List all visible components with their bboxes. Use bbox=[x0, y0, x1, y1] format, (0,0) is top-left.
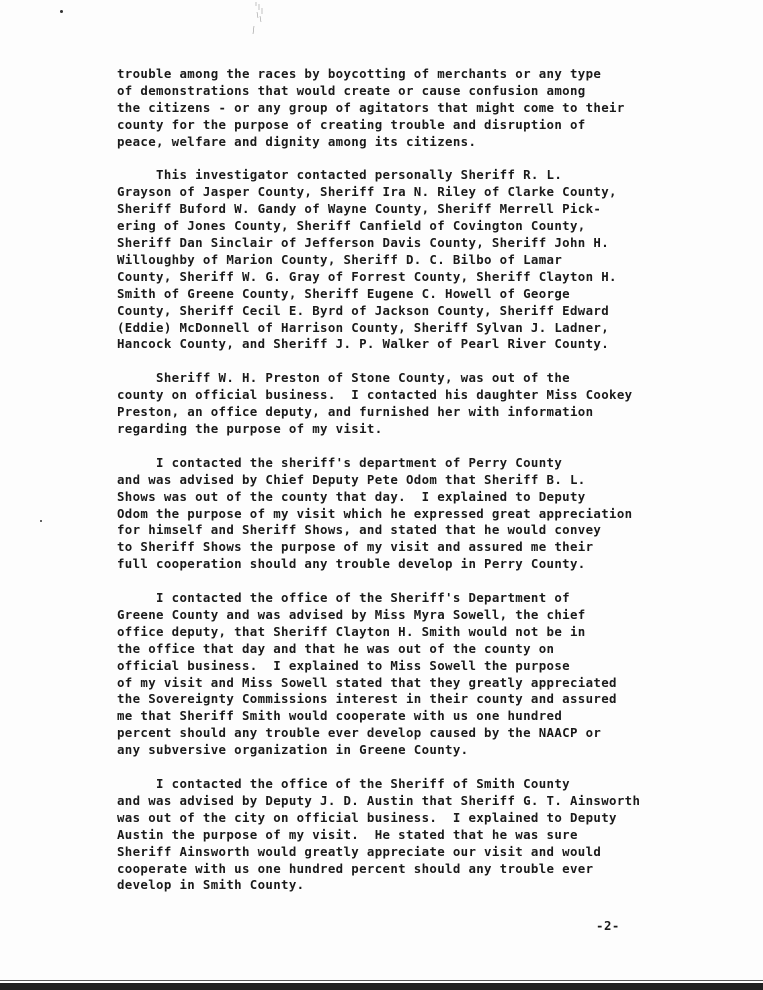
text-line: develop in Smith County. bbox=[117, 877, 305, 893]
text-line: of my visit and Miss Sowell stated that they greatly appreciated bbox=[117, 674, 617, 690]
text-line: the citizens - or any group of agitators that might come to their bbox=[117, 99, 625, 115]
text-line: the Sovereignty Commissions interest in their county and assured bbox=[117, 691, 617, 707]
text-line: office deputy, that Sheriff Clayton H. Smith would not be in bbox=[117, 623, 586, 639]
scan-speck bbox=[40, 520, 42, 522]
text-line: Odom the purpose of my visit which he expressed great appreciation bbox=[117, 505, 633, 521]
text-line: Sheriff W. H. Preston of Stone County, was out of the bbox=[117, 370, 570, 386]
text-line: This investigator contacted personally Sheriff R. L. bbox=[117, 167, 563, 183]
text-line: Preston, an office deputy, and furnished her with information bbox=[117, 404, 594, 420]
text-line: county for the purpose of creating trouble and disruption of bbox=[117, 116, 586, 132]
paragraph-p2 bbox=[117, 167, 729, 353]
text-line: Sheriff Dan Sinclair of Jefferson Davis County, Sheriff John H. bbox=[117, 235, 610, 251]
text-line: Sheriff Buford W. Gandy of Wayne County, Sheriff Merrell Pick- bbox=[117, 201, 602, 217]
text-line: county on official business. I contacted his daughter Miss Cookey bbox=[117, 387, 633, 403]
text-line: the office that day and that he was out of the county on bbox=[117, 640, 555, 656]
text-line: official business. I explained to Miss Sowell the purpose bbox=[117, 657, 570, 673]
text-line: I contacted the office of the Sheriff's Department of bbox=[117, 590, 570, 606]
paragraph-p6 bbox=[117, 776, 729, 894]
text-line: Shows was out of the county that day. I explained to Deputy bbox=[117, 488, 586, 504]
text-line: any subversive organization in Greene County. bbox=[117, 742, 469, 758]
text-line: regarding the purpose of my visit. bbox=[117, 421, 383, 436]
text-line: was out of the city on official business. I explained to Deputy bbox=[117, 809, 617, 825]
text-line: Willoughby of Marion County, Sheriff D. C. Bilbo of Lamar bbox=[117, 251, 563, 267]
text-line: me that Sheriff Smith would cooperate with us one hundred bbox=[117, 708, 563, 724]
text-line: trouble among the races by boycotting of merchants or any type bbox=[117, 66, 602, 81]
text-line: to Sheriff Shows the purpose of my visit and assured me their bbox=[117, 539, 594, 555]
scan-artifact-top bbox=[248, 0, 270, 38]
text-line: I contacted the sheriff's department of Perry County bbox=[117, 454, 563, 470]
letter-body bbox=[117, 66, 729, 911]
text-line: ering of Jones County, Sheriff Canfield of Covington County, bbox=[117, 218, 586, 234]
text-line: of demonstrations that would create or cause confusion among bbox=[117, 82, 586, 98]
text-line: Sheriff Ainsworth would greatly appreciate our visit and would bbox=[117, 843, 602, 859]
scan-speck bbox=[60, 10, 63, 13]
text-line: County, Sheriff Cecil E. Byrd of Jackson County, Sheriff Edward bbox=[117, 302, 610, 318]
text-line: for himself and Sheriff Shows, and stated that he would convey bbox=[117, 522, 602, 538]
scan-bottom-edge bbox=[0, 983, 763, 990]
paragraph-p1 bbox=[117, 66, 729, 151]
text-line: percent should any trouble ever develop caused by the NAACP or bbox=[117, 725, 602, 741]
text-line: Smith of Greene County, Sheriff Eugene C. Howell of George bbox=[117, 285, 570, 301]
text-line: Austin the purpose of my visit. He stated that he was sure bbox=[117, 826, 578, 842]
text-line: County, Sheriff W. G. Gray of Forrest County, Sheriff Clayton H. bbox=[117, 268, 617, 284]
text-line: and was advised by Deputy J. D. Austin that Sheriff G. T. Ainsworth bbox=[117, 792, 641, 808]
text-line: Greene County and was advised by Miss Myra Sowell, the chief bbox=[117, 606, 586, 622]
paragraph-p5 bbox=[117, 590, 729, 759]
text-line: cooperate with us one hundred percent should any trouble ever bbox=[117, 860, 594, 876]
text-line: full cooperation should any trouble develop in Perry County. bbox=[117, 556, 586, 572]
text-line: peace, welfare and dignity among its citizens. bbox=[117, 133, 477, 149]
paragraph-p4 bbox=[117, 455, 729, 573]
text-line: and was advised by Chief Deputy Pete Odom that Sheriff B. L. bbox=[117, 471, 586, 487]
paragraph-p3 bbox=[117, 370, 729, 438]
text-line: Grayson of Jasper County, Sheriff Ira N. Riley of Clarke County, bbox=[117, 184, 617, 200]
text-line: I contacted the office of the Sheriff of Smith County bbox=[117, 775, 570, 791]
text-line: (Eddie) McDonnell of Harrison County, Sheriff Sylvan J. Ladner, bbox=[117, 319, 610, 335]
text-line: Hancock County, and Sheriff J. P. Walker of Pearl River County. bbox=[117, 336, 610, 352]
page-number: -2- bbox=[596, 918, 620, 933]
